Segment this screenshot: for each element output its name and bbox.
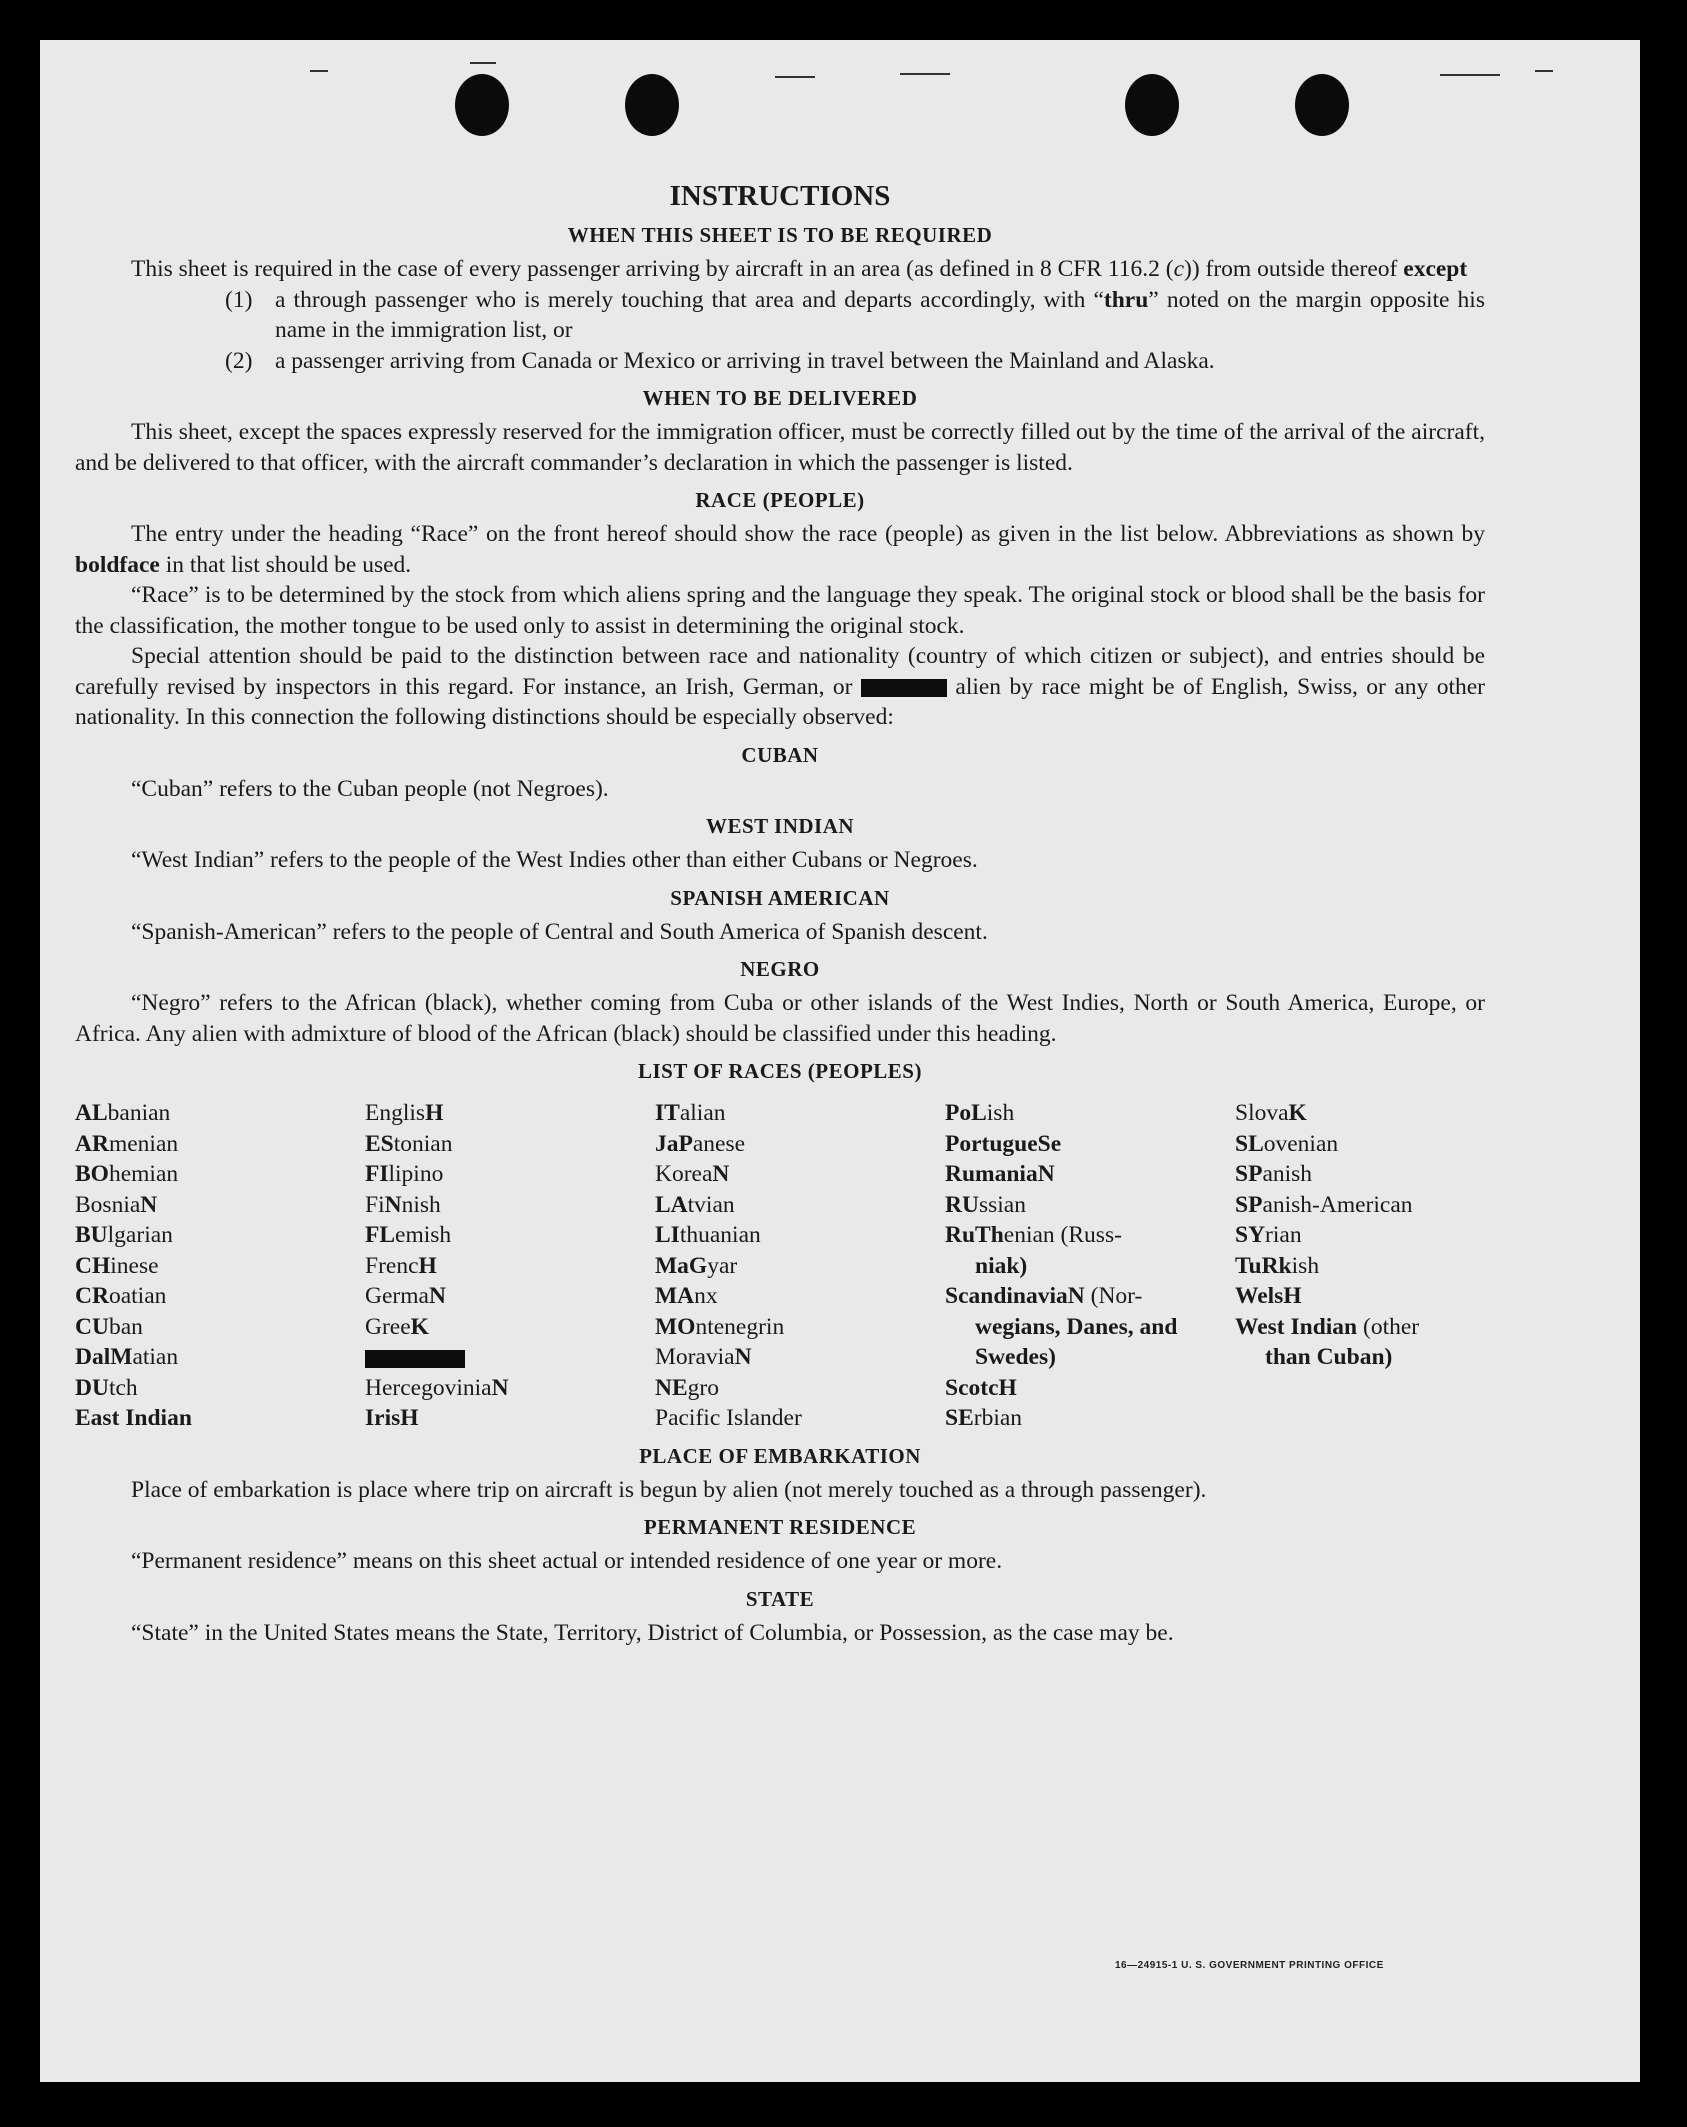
paragraph-race-1 (75, 519, 1485, 580)
race-entry (1235, 1190, 1485, 1221)
paragraph-west-indian: “West Indian” refers to the people of the West Indies other than either Cubans or Negroes. (131, 847, 978, 873)
scan-speck (1440, 74, 1500, 76)
race-entry-text: LI (655, 1222, 680, 1248)
paragraph-spanish-american: “Spanish-American” refers to the people of Central and South America of Spanish descent. (131, 918, 988, 945)
printer-imprint: 16—24915-1 U. S. GOVERNMENT PRINTING OFFICE (1115, 1960, 1384, 1971)
item-number: (2) (225, 347, 253, 374)
race-entry-text: N (140, 1191, 158, 1218)
race-entry-text: RuTh (945, 1222, 1004, 1248)
race-entry-text: Frenc (365, 1252, 419, 1279)
race-entry-text: N (428, 1283, 446, 1309)
paragraph-negro: “Negro” refers to the African (black), whether coming from Cuba or other islands of the West Indies, North or South America, Europe, or Africa. Any alien with admixture of blood of the African (black) should be classified under this heading. (75, 990, 1485, 1047)
race-column (1235, 1098, 1485, 1434)
instructions-body (75, 180, 1485, 1648)
race-entry-text: MA (655, 1283, 695, 1309)
race-entry-text: Fi (365, 1191, 385, 1218)
race-column (365, 1098, 655, 1434)
race-entry-text: banian (107, 1100, 171, 1126)
race-entry (945, 1190, 1235, 1221)
race-entry-text: ScandinaviaN (945, 1283, 1085, 1309)
race-entry (365, 1098, 655, 1129)
race-entry-text: SP (1235, 1191, 1263, 1218)
race-entry-text: nx (694, 1283, 718, 1309)
race-entry-text: tvian (687, 1191, 735, 1218)
race-entry (75, 1190, 365, 1221)
race-entry (655, 1373, 945, 1404)
race-entry-text: H (418, 1252, 437, 1279)
race-entry-text: ntenegrin (695, 1313, 785, 1340)
race-entry (365, 1190, 655, 1221)
race-entry-continuation: than Cuban) (1265, 1344, 1393, 1370)
race-entry-text: rian (1265, 1222, 1302, 1248)
race-entry-text: East Indian (75, 1405, 192, 1431)
race-column (75, 1098, 365, 1434)
race-entry (365, 1342, 655, 1373)
race-entry-text: DalM (75, 1344, 133, 1370)
race-list (75, 1098, 1485, 1434)
heading-list-of-races: LIST OF RACES (PEOPLES) (638, 1059, 922, 1083)
race-entry-text: oatian (108, 1283, 167, 1309)
race-entry-continuation: niak) (975, 1252, 1028, 1279)
race-entry (75, 1312, 365, 1343)
text-span: )) from outside thereof (1184, 256, 1404, 282)
race-entry-text: lipino (388, 1161, 444, 1187)
race-entry (1235, 1220, 1485, 1251)
race-entry (655, 1129, 945, 1160)
race-entry (1235, 1098, 1485, 1129)
heading-cuban: CUBAN (741, 742, 819, 767)
race-entry (75, 1342, 365, 1373)
scan-speck (470, 62, 496, 64)
item-text: a passenger arriving from Canada or Mexico or arriving in travel between the Mainland and Alaska. (275, 347, 1215, 374)
paragraph-residence: “Permanent residence” means on this sheet actual or intended residence of one year or more. (131, 1548, 1003, 1574)
race-entry (655, 1251, 945, 1282)
race-entry-text: lgarian (107, 1222, 173, 1248)
race-entry-continuation: wegians, Danes, and Swedes) (975, 1313, 1178, 1370)
race-entry (655, 1220, 945, 1251)
race-entry (655, 1281, 945, 1312)
race-entry-text: RumaniaN (945, 1161, 1055, 1187)
race-entry-text: JaP (655, 1130, 693, 1157)
exception-item-2 (225, 346, 1485, 377)
race-entry-text: alian (679, 1100, 726, 1126)
race-entry-text: SY (1235, 1222, 1266, 1248)
race-entry-text: N (384, 1191, 402, 1218)
race-entry (945, 1159, 1235, 1190)
scan-speck (900, 73, 950, 75)
race-entry-text: N (734, 1344, 752, 1370)
item-text: ” noted on the margin opposite his name in the immigration list, or (275, 286, 1485, 343)
race-entry-text: anese (692, 1130, 746, 1157)
race-entry-text: DU (75, 1374, 109, 1401)
race-entry (655, 1312, 945, 1343)
race-entry-text: AR (75, 1130, 109, 1157)
race-entry (1235, 1129, 1485, 1160)
race-entry (75, 1098, 365, 1129)
race-entry-text: Moravia (655, 1344, 735, 1370)
race-entry (1235, 1312, 1485, 1343)
race-entry-text: thuanian (679, 1222, 761, 1248)
race-entry (75, 1373, 365, 1404)
punch-hole-2 (625, 74, 679, 136)
race-entry-text: WelsH (1235, 1283, 1302, 1309)
race-entry-text: Slova (1235, 1100, 1289, 1126)
race-entry-text: atian (132, 1344, 179, 1370)
race-entry-text: ScotcH (945, 1374, 1017, 1401)
race-entry-text: Germa (365, 1283, 429, 1309)
race-entry-text: ovenian (1263, 1130, 1339, 1157)
race-entry (75, 1220, 365, 1251)
race-entry-text: MaG (655, 1252, 708, 1279)
race-entry-text: PortugueSe (945, 1130, 1062, 1157)
race-entry-text: Korea (655, 1161, 713, 1187)
race-entry (365, 1373, 655, 1404)
race-entry-text: anish (1262, 1161, 1313, 1187)
race-entry-text: AL (75, 1100, 108, 1126)
race-entry (945, 1129, 1235, 1160)
scan-speck (1535, 70, 1553, 72)
redaction-mark (861, 679, 947, 697)
race-entry-text: Bosnia (75, 1191, 141, 1218)
heading-race: RACE (PEOPLE) (695, 488, 865, 512)
paragraph-race-3 (75, 641, 1485, 733)
punch-hole-4 (1295, 74, 1349, 136)
race-entry-text: nish (401, 1191, 441, 1218)
paragraph-when-required (75, 254, 1485, 285)
redaction-mark (365, 1350, 465, 1368)
race-entry (655, 1403, 945, 1434)
race-entry-text: IrisH (365, 1405, 419, 1431)
race-entry-text: ish (1291, 1252, 1320, 1279)
race-entry-text: BU (75, 1222, 108, 1248)
race-entry-text: Gree (365, 1313, 411, 1340)
text-span: except (1403, 256, 1468, 282)
race-entry-text: K (410, 1313, 429, 1340)
race-entry-text: SE (945, 1405, 974, 1431)
text-span: in that list should be used. (159, 551, 412, 578)
race-entry (75, 1403, 365, 1434)
race-entry-text: hemian (108, 1161, 179, 1187)
race-entry (75, 1251, 365, 1282)
text-span: Special attention should be paid to the distinction between race and nationality (country of which citizen or subject), and entries should be carefully revised by inspectors in this regard. For instance, an Irish, German, or (75, 643, 1485, 700)
race-entry-text: anish-American (1262, 1191, 1413, 1218)
race-entry-text: Hercegovinia (365, 1374, 492, 1401)
race-entry (1235, 1251, 1485, 1282)
race-entry-text: inese (110, 1252, 159, 1279)
race-entry-text: yar (707, 1252, 738, 1279)
heading-spanish-american: SPANISH AMERICAN (670, 885, 890, 910)
race-entry (1235, 1281, 1485, 1312)
race-entry (945, 1098, 1235, 1129)
heading-state: STATE (745, 1586, 815, 1611)
race-entry-text: RU (945, 1191, 979, 1218)
punch-hole-3 (1125, 74, 1179, 136)
race-entry (75, 1281, 365, 1312)
race-entry (945, 1281, 1235, 1312)
race-entry (1235, 1159, 1485, 1190)
race-entry-text: FL (365, 1222, 396, 1248)
race-entry-text: rbian (973, 1405, 1023, 1431)
race-entry-text: N (491, 1374, 509, 1401)
race-entry-text: N (712, 1161, 730, 1187)
race-entry-text: ish (986, 1100, 1015, 1126)
race-entry-text: gro (687, 1374, 719, 1401)
item-text: a through passenger who is merely touching that area and departs accordingly, with “ (275, 286, 1104, 313)
race-entry-text: CH (75, 1252, 111, 1279)
text-span: The entry under the heading “Race” on the front hereof should show the race (people) as given in the list below. Abbreviations as shown by (131, 521, 1485, 547)
race-entry (655, 1190, 945, 1221)
race-entry (945, 1373, 1235, 1404)
heading-embarkation: PLACE OF EMBARKATION (639, 1443, 921, 1468)
race-entry-text: ssian (978, 1191, 1026, 1218)
text-span: This sheet is required in the case of every passenger arriving by aircraft in an area (as defined in 8 CFR 116.2 ( (131, 256, 1174, 282)
race-entry (655, 1098, 945, 1129)
paragraph-state: “State” in the United States means the State, Territory, District of Columbia, or Possession, as the case may be. (131, 1619, 1174, 1646)
race-entry-text: SP (1235, 1161, 1263, 1187)
race-entry (945, 1220, 1235, 1251)
race-entry (75, 1159, 365, 1190)
race-entry-text: TuRk (1235, 1252, 1292, 1279)
paragraph-race-2: “Race” is to be determined by the stock from which aliens spring and the language they speak. The original stock or blood shall be the basis for the classification, the mother tongue to be used only to assist in determining the original stock. (75, 582, 1485, 639)
race-entry (75, 1129, 365, 1160)
paragraph-embarkation: Place of embarkation is place where trip on aircraft is begun by alien (not merely touched as a through passenger). (131, 1476, 1207, 1503)
heading-negro: NEGRO (740, 957, 820, 981)
race-entry-text: West Indian (1235, 1313, 1358, 1340)
race-entry-text: ban (108, 1313, 143, 1340)
race-entry-text: K (1288, 1100, 1307, 1126)
race-entry (365, 1159, 655, 1190)
race-entry-text: tonian (393, 1130, 453, 1157)
exception-item-1 (225, 285, 1485, 346)
race-entry-text: BO (75, 1161, 109, 1187)
race-entry-text: Pacific Islander (655, 1405, 802, 1431)
race-entry-text: CU (75, 1313, 109, 1340)
text-span: c (1173, 256, 1184, 282)
race-entry-text: FI (365, 1161, 389, 1187)
scan-speck (775, 76, 815, 78)
race-entry-text: H (425, 1100, 444, 1126)
text-span: boldface (75, 551, 160, 578)
race-entry (365, 1403, 655, 1434)
race-entry-text: (Nor- (1084, 1283, 1143, 1309)
race-entry-text: MO (655, 1313, 696, 1340)
heading-when-required: WHEN THIS SHEET IS TO BE REQUIRED (567, 223, 993, 247)
race-entry (365, 1220, 655, 1251)
race-entry-text: CR (75, 1283, 109, 1309)
race-column (945, 1098, 1235, 1434)
race-entry (655, 1342, 945, 1373)
race-entry-text: NE (655, 1374, 688, 1401)
race-entry-text: enian (Russ- (1003, 1222, 1122, 1248)
race-entry-text: (other (1357, 1313, 1420, 1340)
race-entry-text: Englis (365, 1100, 426, 1126)
text-span: alien by race might be of English, Swiss, or any other nationality. In this connection the following distinctions should be especially observed: (75, 673, 1485, 730)
page-title: INSTRUCTIONS (669, 180, 891, 212)
race-entry (365, 1129, 655, 1160)
item-text: thru (1103, 286, 1149, 313)
race-entry-text: menian (108, 1130, 179, 1157)
race-entry (945, 1403, 1235, 1434)
race-entry-text: LA (655, 1191, 688, 1218)
heading-west-indian: WEST INDIAN (705, 814, 855, 838)
heading-when-delivered: WHEN TO BE DELIVERED (642, 386, 918, 410)
race-entry-text: SL (1235, 1130, 1264, 1157)
scan-speck (310, 70, 328, 72)
item-number: (1) (225, 286, 253, 313)
race-entry (365, 1312, 655, 1343)
heading-residence: PERMANENT RESIDENCE (643, 1515, 917, 1539)
race-column (655, 1098, 945, 1434)
paragraph-when-delivered: This sheet, except the spaces expressly reserved for the immigration officer, must be correctly filled out by the time of the arrival of the aircraft, and be delivered to that officer, with the aircraft commander’s declaration in which the passenger is listed. (75, 419, 1485, 476)
race-entry-text: ES (365, 1130, 394, 1157)
punch-hole-1 (455, 74, 509, 136)
race-entry-text: tch (108, 1374, 138, 1401)
race-entry-text: PoL (945, 1100, 987, 1126)
race-entry (365, 1251, 655, 1282)
paragraph-cuban: “Cuban” refers to the Cuban people (not Negroes). (131, 775, 609, 802)
race-entry (365, 1281, 655, 1312)
race-entry-text: emish (395, 1222, 452, 1248)
race-entry (655, 1159, 945, 1190)
race-entry-text: IT (655, 1100, 680, 1126)
